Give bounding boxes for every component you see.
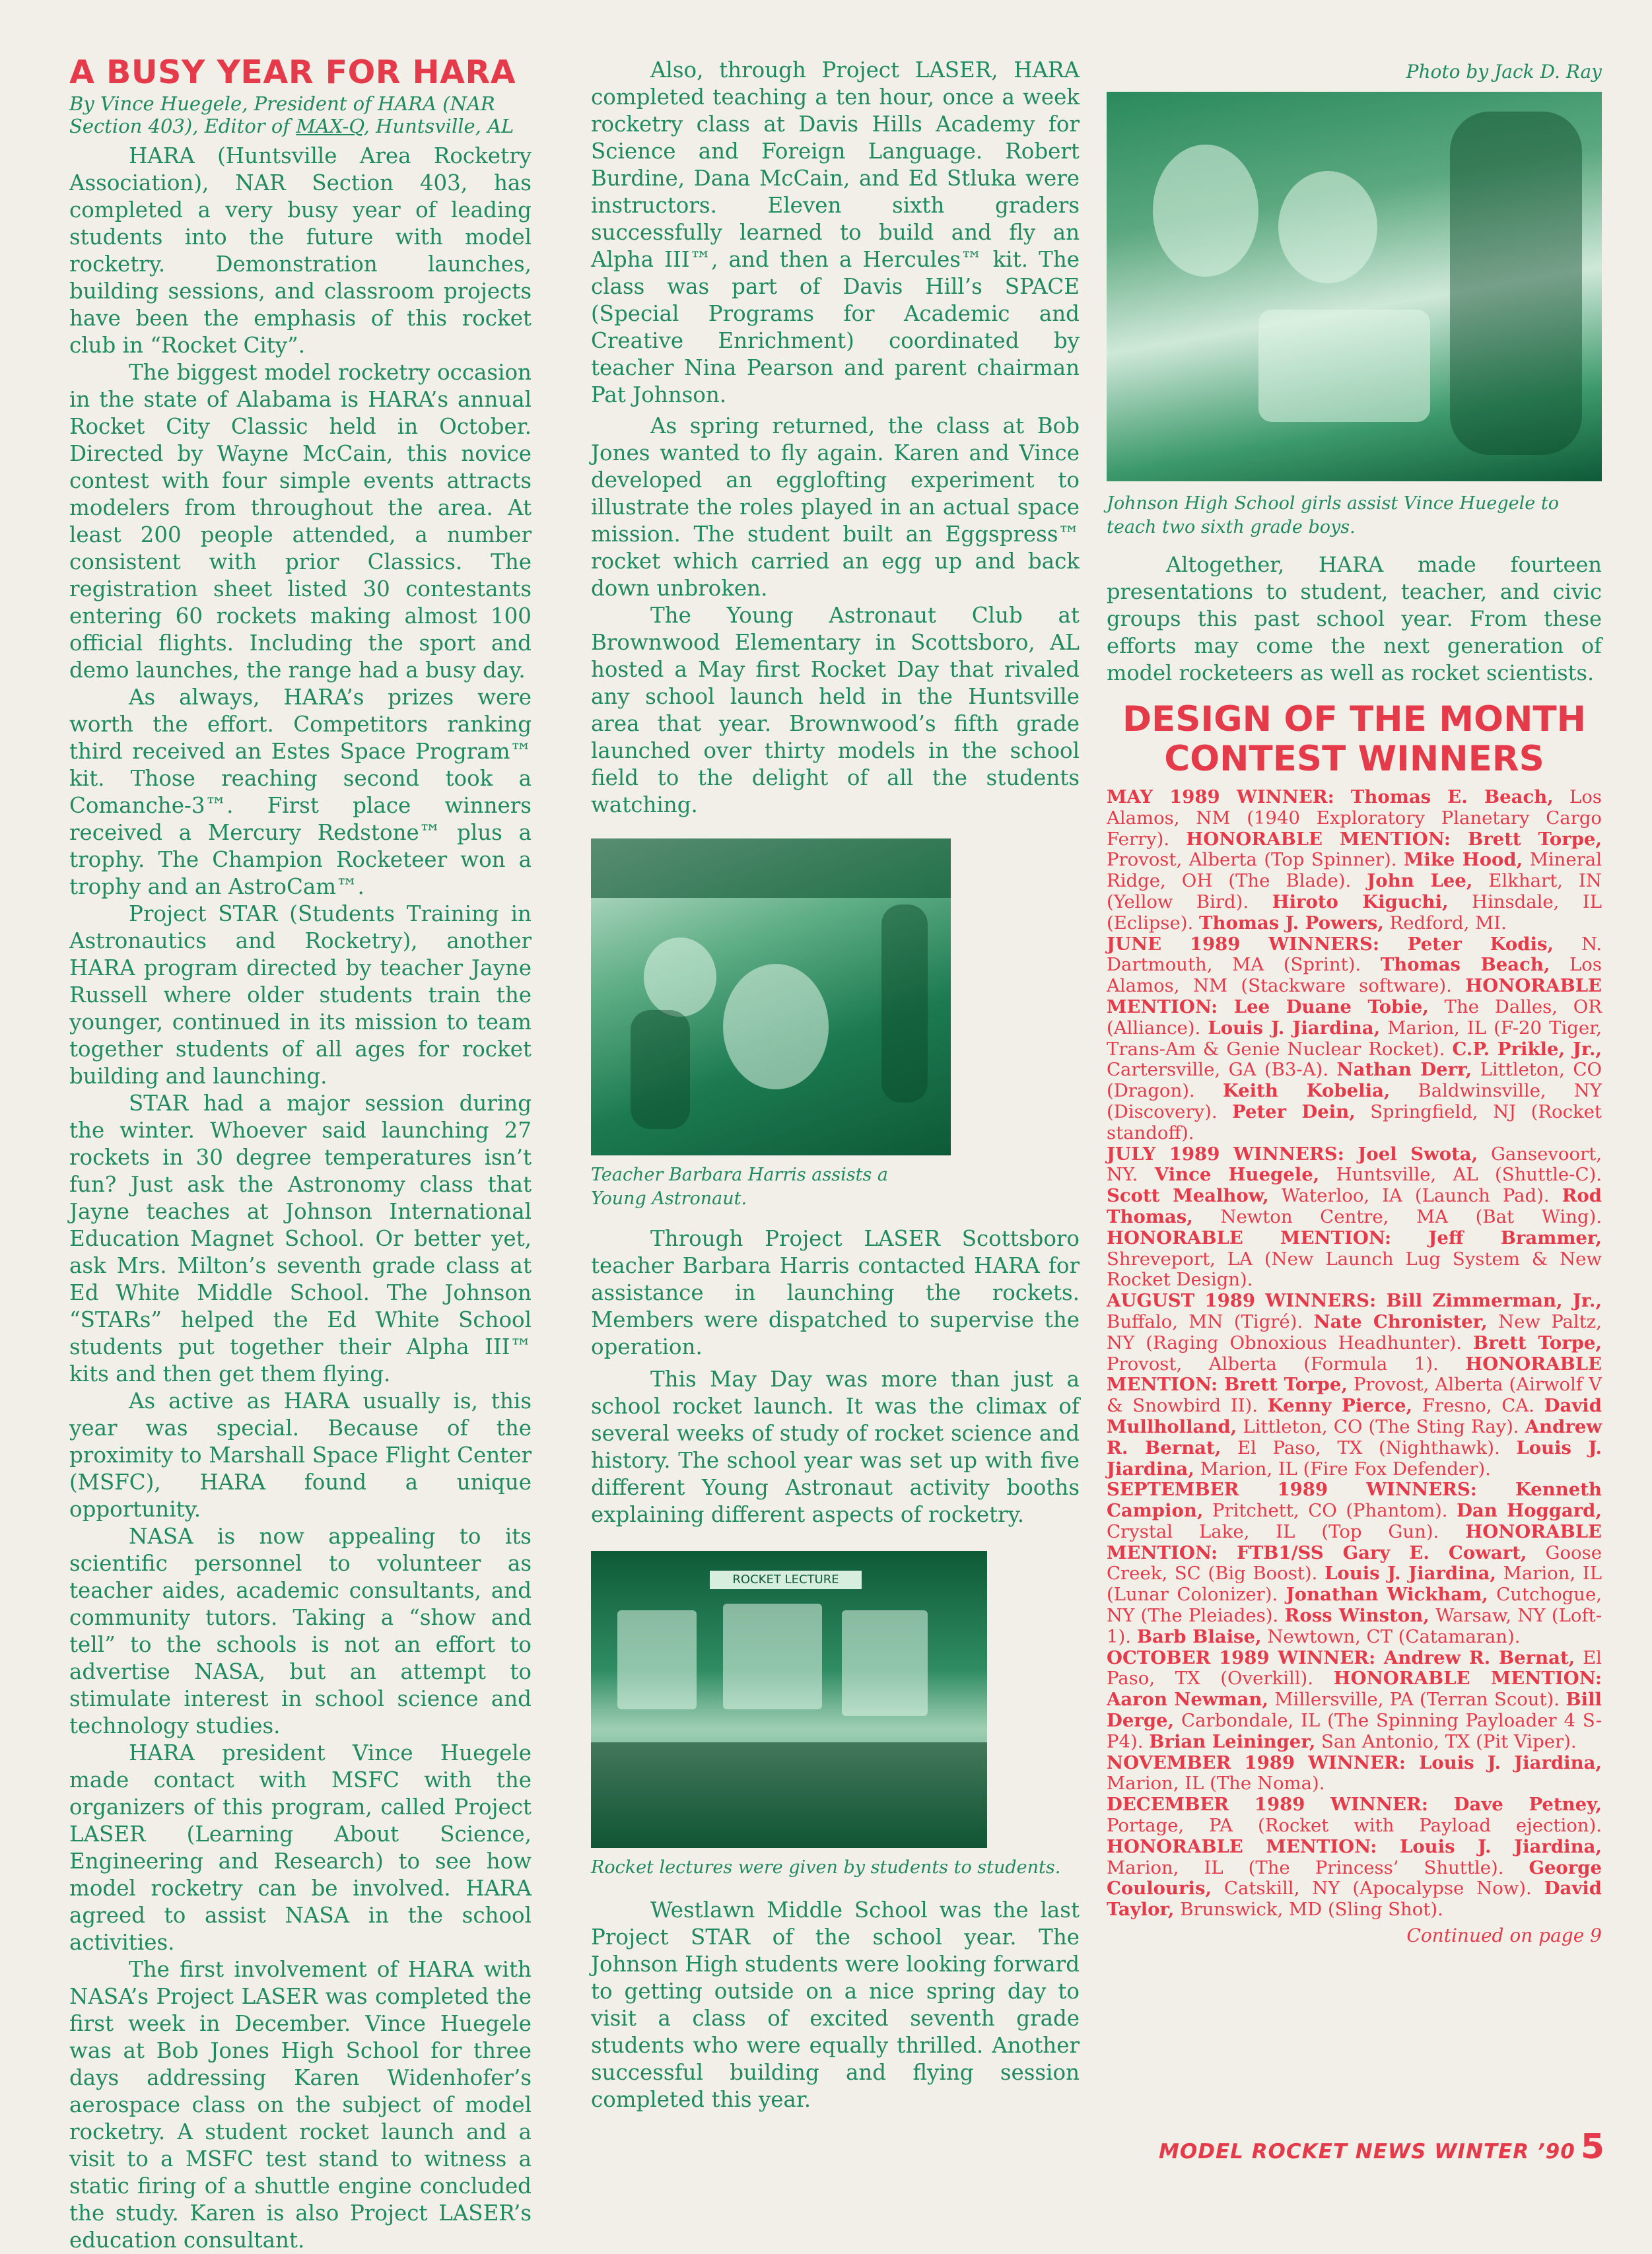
winners-october-1989: OCTOBER 1989 WINNER: Andrew R. Bernat, El Paso, TX (Overkill). HONORABLE MENTION: Aaron Newman, Millersville, PA (Terran Scout). Bill Derge, Carbondale, IL (The Spinning Payloader 4 S-P4). Brian Leininger, San Antonio, TX (Pit Viper). [1107,1647,1602,1752]
winners-september-1989: SEPTEMBER 1989 WINNERS: Kenneth Campion, Pritchett, CO (Phantom). Dan Hoggard, Crystal Lake, IL (Top Gun). HONORABLE MENTION: FTB1/SS Gary E. Cowart, Goose Creek, SC (Big Boost). Louis J. Jiardina, Marion, IL (Lunar Colonizer). Jonathan Wickham, Cutchogue, NY (The Pleiades). Ross Winston, Warsaw, NY (Loft-1). Barb Blaise, Newtown, CT (Catamaran). [1107,1479,1602,1647]
paragraph: The biggest model rocketry occasion in the state of Alabama is HARA’s annual Rocket City Classic held in October. Directed by Wayne McCain, this novice contest with four simple events attracts modelers from throughout the area. At least 200 people attended, a number consistent with prior Classics. The registration sheet listed 30 contestants entering 60 rockets making almost 100 official flights. Including the sport and demo launches, the range had a busy day. [69,360,532,683]
column-middle [591,57,1080,2113]
page-footer [1129,2127,1604,2167]
photo-rocket-lectures [591,1551,987,1848]
photo-caption-bottom: Rocket lectures were given by students to students. [591,1857,1061,1878]
paragraph: As spring returned, the class at Bob Jones wanted to fly again. Karen and Vince developed an egglofting experiment to illustrate the roles played in an actual space mission. The student built an Eggspress™ rocket which carried an egg up and back down unbroken. [591,413,1080,601]
paragraph: STAR had a major session during the winter. Whoever said launching 27 rockets in 30 degree temperatures isn’t fun? Just ask the Astronomy class that Jayne teaches at Johnson International Education Magnet School. Or better yet, ask Mrs. Milton’s seventh grade class at Ed White Middle School. The Johnson “STARs” helped the Ed White School students put together their Alpha III™ kits and then get them flying. [69,1091,532,1386]
paragraph: HARA president Vince Huegele made contact with MSFC with the organizers of this program, called Project LASER (Learning About Science, Engineering and Research) to see how model rocketry can be involved. HARA agreed to assist NASA in the school activities. [69,1740,532,1955]
winners-july-1989: JULY 1989 WINNERS: Joel Swota, Gansevoort, NY. Vince Huegele, Huntsville, AL (Shuttle-C). Scott Mealhow, Waterloo, IA (Launch Pad). Rod Thomas, Newton Centre, MA (Bat Wing). HONORABLE MENTION: Jeff Brammer, Shreveport, LA (New Launch Lug System & New Rocket Design). [1107,1143,1602,1291]
paragraph: Altogether, HARA made fourteen presentations to student, teacher, and civic groups this past school year. From these efforts may come the next generation of model rocketeers as well as rocket scientists. [1107,552,1602,685]
contest-title-line1: DESIGN OF THE MONTH [1122,699,1586,739]
continued-note: Continued on page 9 [1406,1925,1602,1947]
column-right [1107,61,1602,1946]
winners-december-1989: DECEMBER 1989 WINNER: Dave Petney, Portage, PA (Rocket with Payload ejection). HONORABLE MENTION: Louis J. Jiardina, Marion, IL (The Princess’ Shuttle). George Coulouris, Catskill, NY (Apocalypse Now). David Taylor, Brunswick, MD (Sling Shot). [1107,1794,1602,1921]
contest-title-line2: CONTEST WINNERS [1164,739,1544,779]
winners-list [1107,787,1602,1921]
photo-classroom [1107,92,1602,481]
byline-location: , Huntsville, AL [363,115,514,137]
photo-caption-top: Johnson High School girls assist Vince Huegele to teach two sixth grade boys. [1107,493,1559,537]
contest-title [1107,700,1602,779]
paragraph: As active as HARA usually is, this year was special. Because of the proximity to Marshall Space Flight Center (MSFC), HARA found a unique opportunity. [69,1388,532,1522]
footer-publication: MODEL ROCKET NEWS WINTER ’90 [1159,2140,1575,2164]
column-left [69,54,532,2254]
paragraph: NASA is now appealing to its scientific personnel to volunteer as teacher aides, academic consultants, and community tutors. Taking a “show and tell” to the schools is not an effort to advertise NASA, but an attempt to stimulate interest in school science and technology studies. [69,1524,532,1738]
paragraph: The Young Astronaut Club at Brownwood Elementary in Scottsboro, AL hosted a May first Rocket Day that rivaled any school launch held in the Huntsville area that year. Brownwood’s fifth grade launched over thirty models in the school field to the delight of all the students watching. [591,603,1080,817]
byline-author: By Vince Huegele, President of HARA (NAR Section 403), Editor of [69,92,495,137]
photo-teacher-assist [591,838,951,1155]
paragraph: As always, HARA’s prizes were worth the effort. Competitors ranking third received an Estes Space Program™ kit. Those reaching second took a Comanche-3™. First place winners received a Mercury Redstone™ plus a trophy. The Champion Rocketeer won a trophy and an AstroCam™. [69,685,532,899]
paragraph: Also, through Project LASER, HARA completed teaching a ten hour, once a week rocketry class at Davis Hills Academy for Science and Foreign Language. Robert Burdine, Dana McCain, and Ed Stluka were instructors. Eleven sixth graders successfully learned to build and fly an Alpha III™, and then a Hercules™ kit. The class was part of Davis Hill’s SPACE (Special Programs for Academic and Creative Enrichment) coordinated by teacher Nina Pearson and parent chairman Pat Johnson. [591,57,1080,407]
lecture-banner: ROCKET LECTURE [710,1571,862,1589]
paragraph: The first involvement of HARA with NASA’s Project LASER was completed the first week in December. Vince Huegele was at Bob Jones High School for three days addressing Karen Widenhofer’s aerospace class on the subject of model rocketry. A student rocket launch and a visit to a MSFC test stand to witness a static firing of a shuttle engine concluded the study. Karen is also Project LASER’s education consultant. [69,1957,532,2253]
page-number: 5 [1580,2127,1604,2167]
paragraph: Through Project LASER Scottsboro teacher Barbara Harris contacted HARA for assistance in launching the rockets. Members were dispatched to supervise the operation. [591,1226,1080,1359]
byline [69,92,532,137]
paragraph: This May Day was more than just a school rocket launch. It was the climax of several weeks of study of rocket science and history. The school year was set up with five different Young Astronaut activity booths explaining different aspects of rocketry. [591,1367,1080,1527]
photo-caption-middle: Teacher Barbara Harris assists a Young Astronaut. [591,1165,888,1209]
winners-may-1989: MAY 1989 WINNER: Thomas E. Beach, Los Alamos, NM (1940 Exploratory Planetary Cargo Ferry). HONORABLE MENTION: Brett Torpe, Provost, Alberta (Top Spinner). Mike Hood, Mineral Ridge, OH (The Blade). John Lee, Elkhart, IN (Yellow Bird). Hiroto Kiguchi, Hinsdale, IL (Eclipse). Thomas J. Powers, Redford, MI. [1107,786,1602,934]
paragraph: Westlawn Middle School was the last Project STAR of the school year. The Johnson High students were looking forward to getting outside on a nice spring day to visit a class of excited seventh grade students who were equally thrilled. Another successful building and flying session completed this year. [591,1897,1080,2112]
winners-august-1989: AUGUST 1989 WINNERS: Bill Zimmerman, Jr., Buffalo, MN (Tigré). Nate Chronister, New Paltz, NY (Raging Obnoxious Headhunter). Brett Torpe, Provost, Alberta (Formula 1). HONORABLE MENTION: Brett Torpe, Provost, Alberta (Airwolf V & Snowbird II). Kenny Pierce, Fresno, CA. David Mullholland, Littleton, CO (The Sting Ray). Andrew R. Bernat, El Paso, TX (Nighthawk). Louis J. Jiardina, Marion, IL (Fire Fox Defender). [1107,1290,1602,1480]
photo-credit: Photo by Jack D. Ray [1406,61,1602,83]
paragraph: Project STAR (Students Training in Astronautics and Rocketry), another HARA program directed by teacher Jayne Russell where older students train the younger, continued in its mission to team together students of all ages for rocket building and launching. [69,901,532,1089]
winners-june-1989: JUNE 1989 WINNERS: Peter Kodis, N. Dartmouth, MA (Sprint). Thomas Beach, Los Alamos, NM (Stackware software). HONORABLE MENTION: Lee Duane Tobie, The Dalles, OR (Alliance). Louis J. Jiardina, Marion, IL (F-20 Tiger, Trans-Am & Genie Nuclear Rocket). C.P. Prikle, Jr., Cartersville, GA (B3-A). Nathan Derr, Littleton, CO (Dragon). Keith Kobelia, Baldwinsville, NY (Discovery). Peter Dein, Springfield, NJ (Rocket standoff). [1107,933,1602,1144]
paragraph: HARA (Huntsville Area Rocketry Association), NAR Section 403, has completed a very busy year of leading students into the future with model rocketry. Demonstration launches, building sessions, and classroom projects have been the emphasis of this rocket club in “Rocket City”. [69,143,532,358]
article-title: A BUSY YEAR FOR HARA [69,53,516,91]
byline-publication: MAX-Q [296,115,364,137]
winners-november-1989: NOVEMBER 1989 WINNER: Louis J. Jiardina, Marion, IL (The Noma). [1107,1752,1602,1794]
